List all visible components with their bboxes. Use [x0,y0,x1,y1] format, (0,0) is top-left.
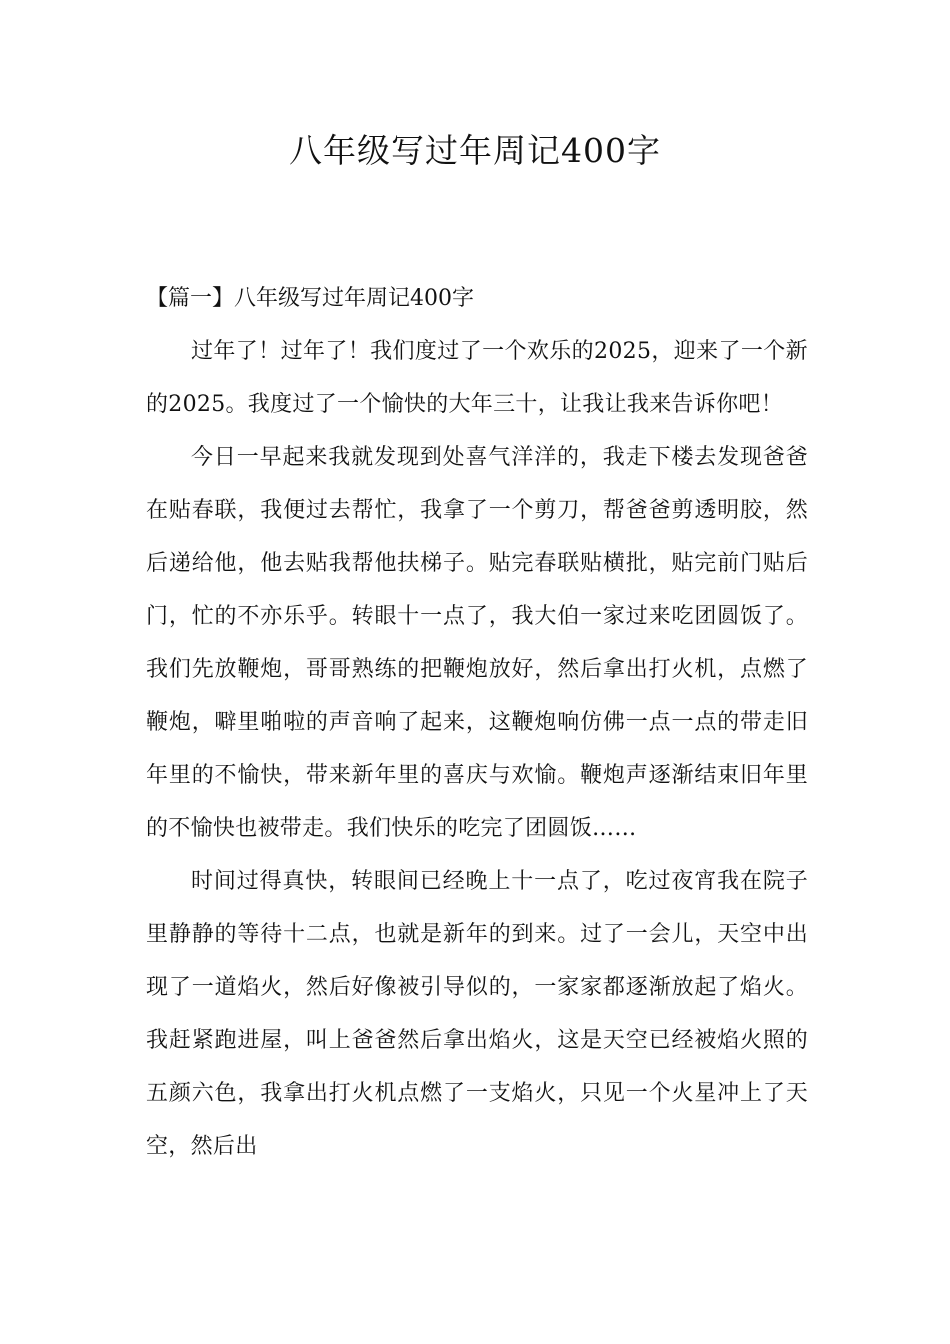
paragraph-3: 时间过得真快，转眼间已经晚上十一点了，吃过夜宵我在院子里静静的等待十二点，也就是新年的到来。过了一会儿，天空中出现了一道焰火，然后好像被引导似的，一家家都逐渐放起了焰火。我赶紧跑进屋，叫上爸爸然后拿出焰火，这是天空已经被焰火照的五颜六色，我拿出打火机点燃了一支焰火，只见一个火星冲上了天空，然后出 [146,869,808,1159]
section-heading: 【篇一】八年级写过年周记400字 [146,286,474,311]
document-title: 八年级写过年周记400字 [289,131,661,170]
paragraph-2: 今日一早起来我就发现到处喜气洋洋的，我走下楼去发现爸爸在贴春联，我便过去帮忙，我拿了一个剪刀，帮爸爸剪透明胶，然后递给他，他去贴我帮他扶梯子。贴完春联贴横批，贴完前门贴后门，忙的不亦乐乎。转眼十一点了，我大伯一家过来吃团圆饭了。我们先放鞭炮，哥哥熟练的把鞭炮放好，然后拿出打火机，点燃了鞭炮，噼里啪啦的声音响了起来，这鞭炮响仿佛一点一点的带走旧年里的不愉快，带来新年里的喜庆与欢愉。鞭炮声逐渐结束旧年里的不愉快也被带走。我们快乐的吃完了团圆饭…… [146,445,808,841]
document-section [146,272,808,1173]
paragraph-1: 过年了！过年了！我们度过了一个欢乐的2025，迎来了一个新的2025。我度过了一个愉快的大年三十，让我让我来告诉你吧！ [146,339,808,417]
